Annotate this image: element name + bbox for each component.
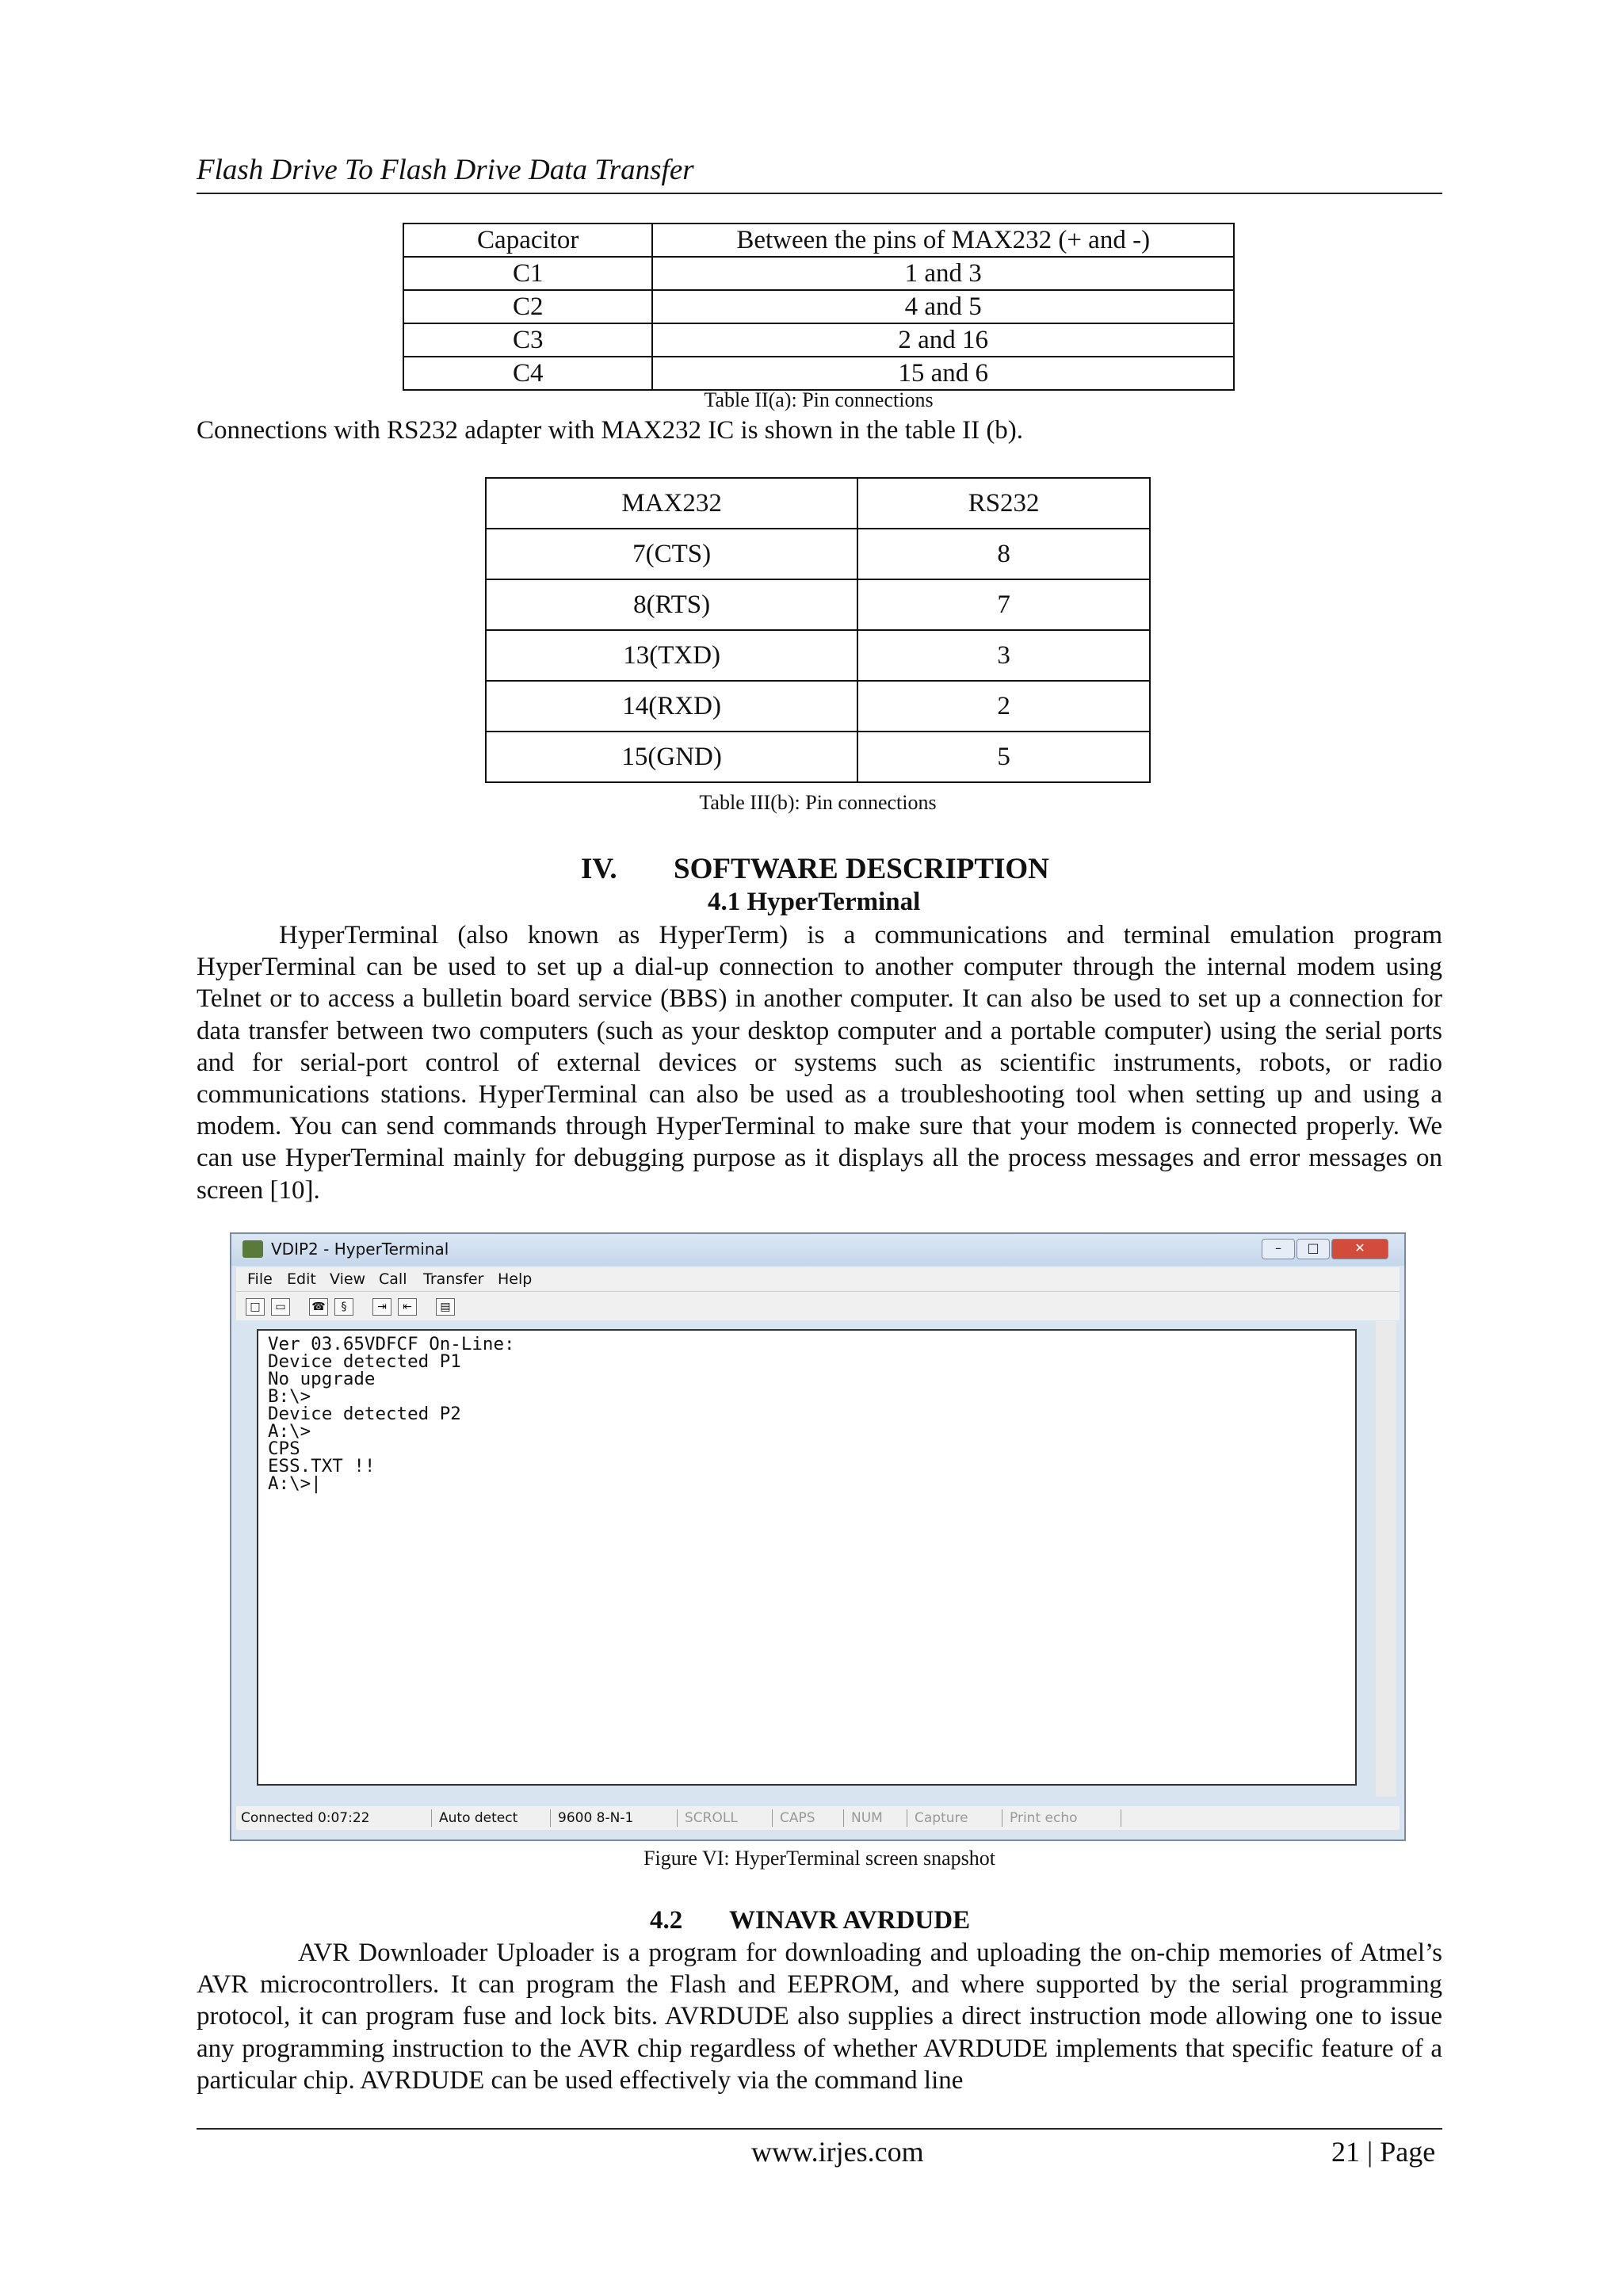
- footer-url: www.irjes.com: [751, 2136, 924, 2168]
- status-baud: 9600 8-N-1: [553, 1809, 678, 1827]
- menu-help[interactable]: Help: [498, 1270, 533, 1288]
- table-cell: 14(RXD): [486, 681, 857, 732]
- table-cell: 13(TXD): [486, 630, 857, 681]
- table-caption-a: Table II(a): Pin connections: [704, 388, 934, 411]
- properties-icon[interactable]: ▤: [436, 1298, 455, 1316]
- maximize-icon[interactable]: □: [1296, 1239, 1330, 1259]
- table-header-row: [403, 223, 1234, 257]
- terminal-output: Ver 03.65VDFCF On-Line: Device detected P1 No upgrade B:\> Device detected P2 A:\> CPS ESS.TXT !! A:\>|: [268, 1334, 515, 1494]
- status-capture: Capture: [910, 1809, 1002, 1827]
- window-title: VDIP2 - HyperTerminal: [271, 1240, 449, 1259]
- table-header-cell: RS232: [857, 478, 1150, 529]
- minimize-icon[interactable]: –: [1262, 1239, 1295, 1259]
- table-row: [403, 290, 1234, 323]
- table-cell: 3: [857, 630, 1150, 681]
- section-number: IV.: [581, 853, 617, 885]
- table-row: [486, 630, 1150, 681]
- table-cell: 5: [857, 732, 1150, 782]
- body-paragraph: HyperTerminal (also known as HyperTerm) is a communications and terminal emulation program HyperTerminal can be used to set up a dial-up connection to another computer through the internal modem using Telnet or to access a bulletin board service (BBS) in another computer. It can also be used to set up a connection for data transfer between two computers (such as your desktop computer and a portable computer) using the serial ports and for serial-port control of external devices or systems such as scientific instruments, robots, or radio communications stations. HyperTerminal can also be used as a troubleshooting tool when setting up and using a modem. You can send commands through HyperTerminal to make sure that your modem is connected properly. We can use HyperTerminal mainly for debugging purpose as it displays all the process messages and error messages on screen [10].: [197, 921, 1442, 1205]
- menu-view[interactable]: View: [330, 1270, 366, 1288]
- table-header-row: [486, 478, 1150, 529]
- table-row: [486, 529, 1150, 579]
- table-header-cell: MAX232: [486, 478, 857, 529]
- table-caption-b: Table III(b): Pin connections: [699, 791, 937, 814]
- table-cell: C2: [403, 290, 652, 323]
- table-cell: 2 and 16: [652, 323, 1234, 357]
- subsection-heading: WINAVR AVRDUDE: [729, 1906, 971, 1935]
- table-header-cell: Between the pins of MAX232 (+ and -): [652, 223, 1234, 257]
- table-cell: 4 and 5: [652, 290, 1234, 323]
- status-bar: [236, 1806, 1400, 1830]
- table-cell: C3: [403, 323, 652, 357]
- table-row: [403, 257, 1234, 290]
- table-row: [486, 732, 1150, 782]
- status-scroll: SCROLL: [680, 1809, 773, 1827]
- status-connected: Connected 0:07:22: [236, 1809, 432, 1827]
- table-row: [486, 579, 1150, 630]
- table-header-cell: Capacitor: [403, 223, 652, 257]
- status-detect: Auto detect: [434, 1809, 551, 1827]
- table-cell: C1: [403, 257, 652, 290]
- new-file-icon[interactable]: □: [246, 1298, 265, 1316]
- call-icon[interactable]: ☎: [309, 1298, 328, 1316]
- subsection-number: 4.2: [650, 1906, 683, 1935]
- open-folder-icon[interactable]: ▭: [271, 1298, 290, 1316]
- body-paragraph: AVR Downloader Uploader is a program for downloading and uploading the on-chip memories of Atmel’s AVR microcontrollers. It can program the Flash and EEPROM, and where supported by the serial programming protocol, it can program fuse and lock bits. AVRDUDE also supplies a direct instruction mode allowing one to issue any programming instruction to the AVR chip regardless of whether AVRDUDE implements that specific feature of a particular chip. AVRDUDE can be used effectively via the command line: [197, 1939, 1442, 2095]
- running-header: Flash Drive To Flash Drive Data Transfer: [197, 154, 694, 186]
- table-row: [403, 323, 1234, 357]
- menu-call[interactable]: Call: [379, 1270, 407, 1288]
- vertical-scrollbar[interactable]: [1376, 1321, 1396, 1797]
- table-cell: 8(RTS): [486, 579, 857, 630]
- terminal-area[interactable]: [257, 1329, 1357, 1786]
- table-row: [403, 357, 1234, 390]
- section-title: SOFTWARE DESCRIPTION: [674, 853, 1049, 885]
- table-cell: 7: [857, 579, 1150, 630]
- menu-edit[interactable]: Edit: [287, 1270, 316, 1288]
- send-icon[interactable]: ⇥: [372, 1298, 391, 1316]
- toolbar: [236, 1291, 1400, 1320]
- status-caps: CAPS: [775, 1809, 844, 1827]
- footer-rule: [197, 2128, 1442, 2130]
- hyperterminal-window: [230, 1232, 1406, 1841]
- table-cell: 7(CTS): [486, 529, 857, 579]
- figure-caption: Figure VI: HyperTerminal screen snapshot: [643, 1847, 995, 1870]
- menu-file[interactable]: File: [247, 1270, 273, 1288]
- receive-icon[interactable]: ⇤: [398, 1298, 417, 1316]
- table-row: [486, 681, 1150, 732]
- subsection-heading: 4.1 HyperTerminal: [708, 888, 921, 916]
- intro-sentence: Connections with RS232 adapter with MAX232 IC is shown in the table II (b).: [197, 416, 1024, 445]
- status-print-echo: Print echo: [1005, 1809, 1121, 1827]
- page-number: 21 | Page: [1331, 2136, 1436, 2168]
- table-cell: 2: [857, 681, 1150, 732]
- table-pin-connections-b: [485, 477, 1151, 783]
- close-icon[interactable]: ✕: [1331, 1239, 1388, 1259]
- disconnect-icon[interactable]: §: [334, 1298, 353, 1316]
- table-cell: 1 and 3: [652, 257, 1234, 290]
- table-cell: C4: [403, 357, 652, 390]
- hyperterminal-app-icon: [242, 1240, 263, 1258]
- window-titlebar: [231, 1234, 1404, 1266]
- table-cell: 15 and 6: [652, 357, 1234, 390]
- menu-transfer[interactable]: Transfer: [423, 1270, 484, 1288]
- table-pin-connections-a: [403, 223, 1235, 391]
- status-num: NUM: [846, 1809, 907, 1827]
- menu-bar: [236, 1267, 1400, 1291]
- header-rule: [197, 193, 1442, 194]
- table-cell: 15(GND): [486, 732, 857, 782]
- table-cell: 8: [857, 529, 1150, 579]
